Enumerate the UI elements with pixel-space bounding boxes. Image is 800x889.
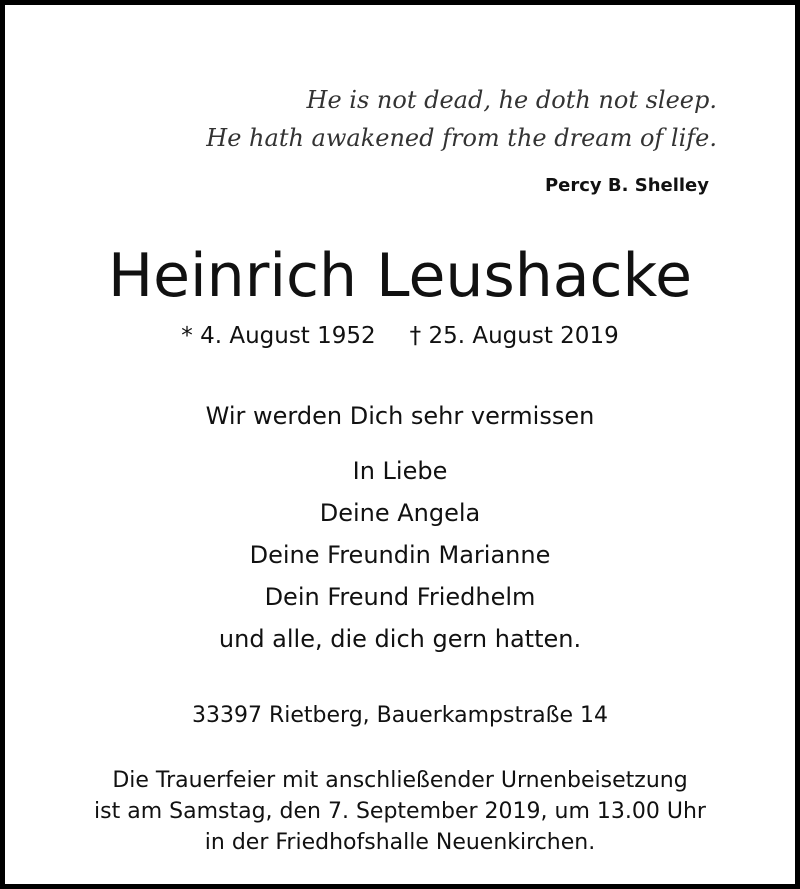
death-date: † 25. August 2019 [409,323,619,349]
family-address: 33397 Rietberg, Bauerkampstraße 14 [192,703,608,728]
closing-line: Dein Freund Friedhelm [264,583,536,611]
closing-line: Deine Angela [319,499,481,527]
deceased-name: Heinrich Leushacke [107,241,693,311]
quote-line-1: He is not dead, he doth not sleep. [306,86,717,114]
ceremony-line: Die Trauerfeier mit anschließender Urnenbeisetzung [112,768,688,793]
closing-line: In Liebe [352,457,448,485]
quote-author: Percy B. Shelley [544,175,709,196]
farewell-message: Wir werden Dich sehr vermissen [205,402,595,430]
mourners-list [5,450,795,660]
ceremony-info [5,765,795,858]
closing-line: und alle, die dich gern hatten. [218,625,582,653]
birth-date: * 4. August 1952 [181,323,376,349]
quote-line-2: He hath awakened from the dream of life. [206,124,717,152]
ceremony-line: in der Friedhofshalle Neuenkirchen. [204,830,596,855]
poem-quote [206,81,717,157]
closing-line: Deine Freundin Marianne [249,541,551,569]
life-dates [5,323,795,349]
ceremony-line: ist am Samstag, den 7. September 2019, um 13.00 Uhr [94,799,706,824]
